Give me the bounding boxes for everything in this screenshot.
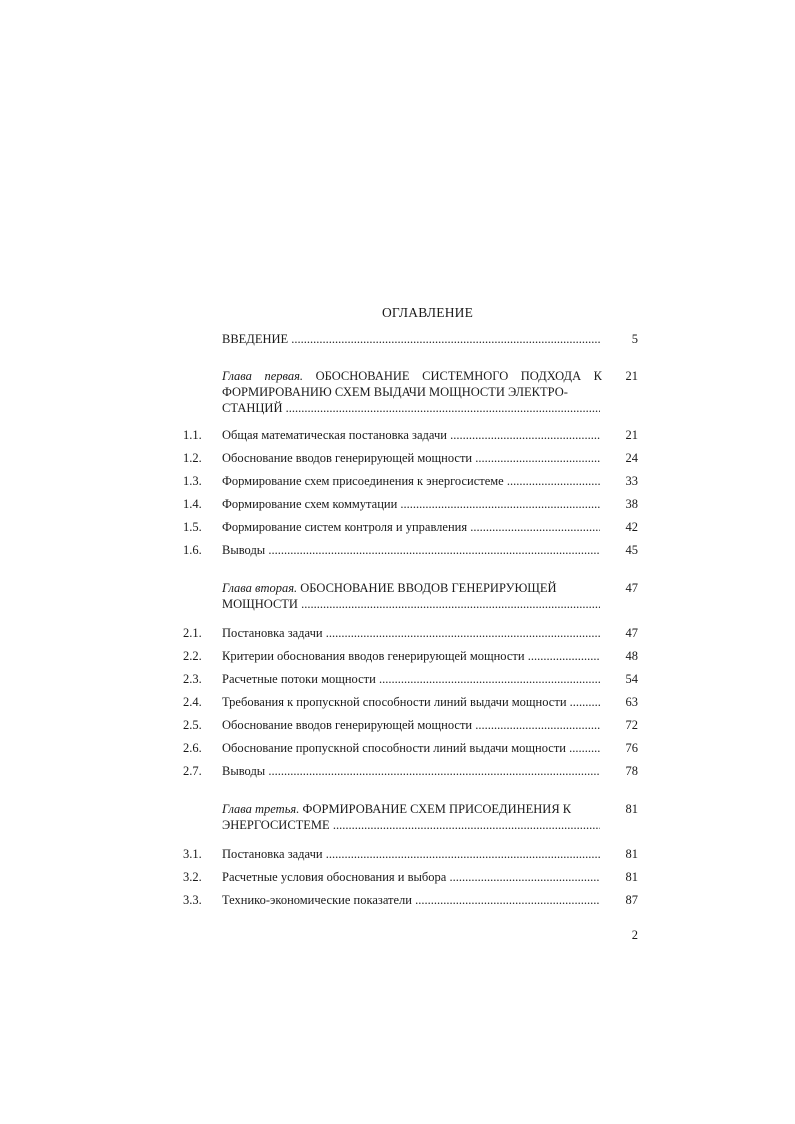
section-number: 3.1. — [183, 847, 202, 861]
section-page: 81 — [625, 870, 638, 884]
section-title: Обоснование вводов генерирующей мощности ..... — [222, 717, 600, 733]
chapter-title-last: СТАНЦИЙ ..... — [222, 400, 600, 416]
section-number: 1.4. — [183, 497, 202, 511]
chapter-title-line: ФОРМИРОВАНИЮ СХЕМ ВЫДАЧИ МОЩНОСТИ ЭЛЕКТРО- — [222, 385, 568, 399]
section-page: 33 — [625, 474, 638, 488]
section-title: Постановка задачи ..... — [222, 625, 600, 641]
section-title: Постановка задачи ..... — [222, 846, 600, 862]
section-number: 2.7. — [183, 764, 202, 778]
chapter-heading-3 — [222, 801, 602, 833]
chapter-heading-2 — [222, 580, 602, 612]
section-title: Выводы ..... — [222, 763, 600, 779]
chapter-title-last: МОЩНОСТИ ..... — [222, 596, 600, 612]
chapter-title-line: ОБОСНОВАНИЕ ВВОДОВ ГЕНЕРИРУЮЩЕЙ — [300, 581, 557, 595]
section-page: 54 — [625, 672, 638, 686]
section-page: 81 — [625, 847, 638, 861]
section-page: 72 — [625, 718, 638, 732]
section-page: 47 — [625, 626, 638, 640]
chapter-page: 21 — [625, 369, 638, 383]
section-page: 76 — [625, 741, 638, 755]
section-title: Обоснование пропускной способности линий выдачи мощности ..... — [222, 740, 600, 756]
section-title: Формирование схем присоединения к энергосистеме ..... — [222, 473, 600, 489]
section-title: Обоснование вводов генерирующей мощности ..... — [222, 450, 600, 466]
chapter-title-last: ЭНЕРГОСИСТЕМЕ ..... — [222, 817, 600, 833]
section-number: 2.3. — [183, 672, 202, 686]
section-number: 1.6. — [183, 543, 202, 557]
section-number: 2.6. — [183, 741, 202, 755]
chapter-title-line: ОБОСНОВАНИЕ СИСТЕМНОГО ПОДХОДА К — [315, 369, 602, 383]
toc-title: ОГЛАВЛЕНИЕ — [381, 305, 474, 320]
toc-entry-page: 5 — [631, 332, 638, 346]
section-title: Формирование схем коммутации ..... — [222, 496, 600, 512]
section-page: 63 — [625, 695, 638, 709]
section-title: Критерии обоснования вводов генерирующей мощности ..... — [222, 648, 600, 664]
section-number: 2.1. — [183, 626, 202, 640]
section-page: 38 — [625, 497, 638, 511]
section-number: 1.5. — [183, 520, 202, 534]
section-page: 48 — [625, 649, 638, 663]
section-number: 1.3. — [183, 474, 202, 488]
section-title: Расчетные условия обоснования и выбора ..... — [222, 869, 600, 885]
section-page: 87 — [625, 893, 638, 907]
section-title: Общая математическая постановка задачи ..... — [222, 427, 600, 443]
chapter-label: Глава вторая. — [222, 581, 298, 595]
section-number: 3.3. — [183, 893, 202, 907]
section-title: Требования к пропускной способности линий выдачи мощности ..... — [222, 694, 600, 710]
section-page: 24 — [625, 451, 638, 465]
section-title: Выводы ..... — [222, 542, 600, 558]
section-title: Расчетные потоки мощности ..... — [222, 671, 600, 687]
section-page: 78 — [625, 764, 638, 778]
section-number: 2.4. — [183, 695, 202, 709]
section-page: 21 — [625, 428, 638, 442]
section-title: Формирование систем контроля и управления ..... — [222, 519, 600, 535]
chapter-page: 47 — [625, 581, 638, 595]
chapter-heading-1 — [222, 368, 602, 416]
chapter-page: 81 — [625, 802, 638, 816]
section-number: 1.2. — [183, 451, 202, 465]
chapter-title-line: ФОРМИРОВАНИЕ СХЕМ ПРИСОЕДИНЕНИЯ К — [302, 802, 572, 816]
chapter-label: Глава третья. — [222, 802, 300, 816]
section-number: 2.2. — [183, 649, 202, 663]
section-number: 3.2. — [183, 870, 202, 884]
toc-entry-title: ВВЕДЕНИЕ ..... — [222, 331, 600, 347]
section-number: 1.1. — [183, 428, 202, 442]
section-page: 42 — [625, 520, 638, 534]
chapter-label: Глава первая. — [222, 369, 304, 383]
section-title: Технико-экономические показатели ..... — [222, 892, 600, 908]
page-number: 2 — [631, 928, 638, 942]
section-page: 45 — [625, 543, 638, 557]
section-number: 2.5. — [183, 718, 202, 732]
